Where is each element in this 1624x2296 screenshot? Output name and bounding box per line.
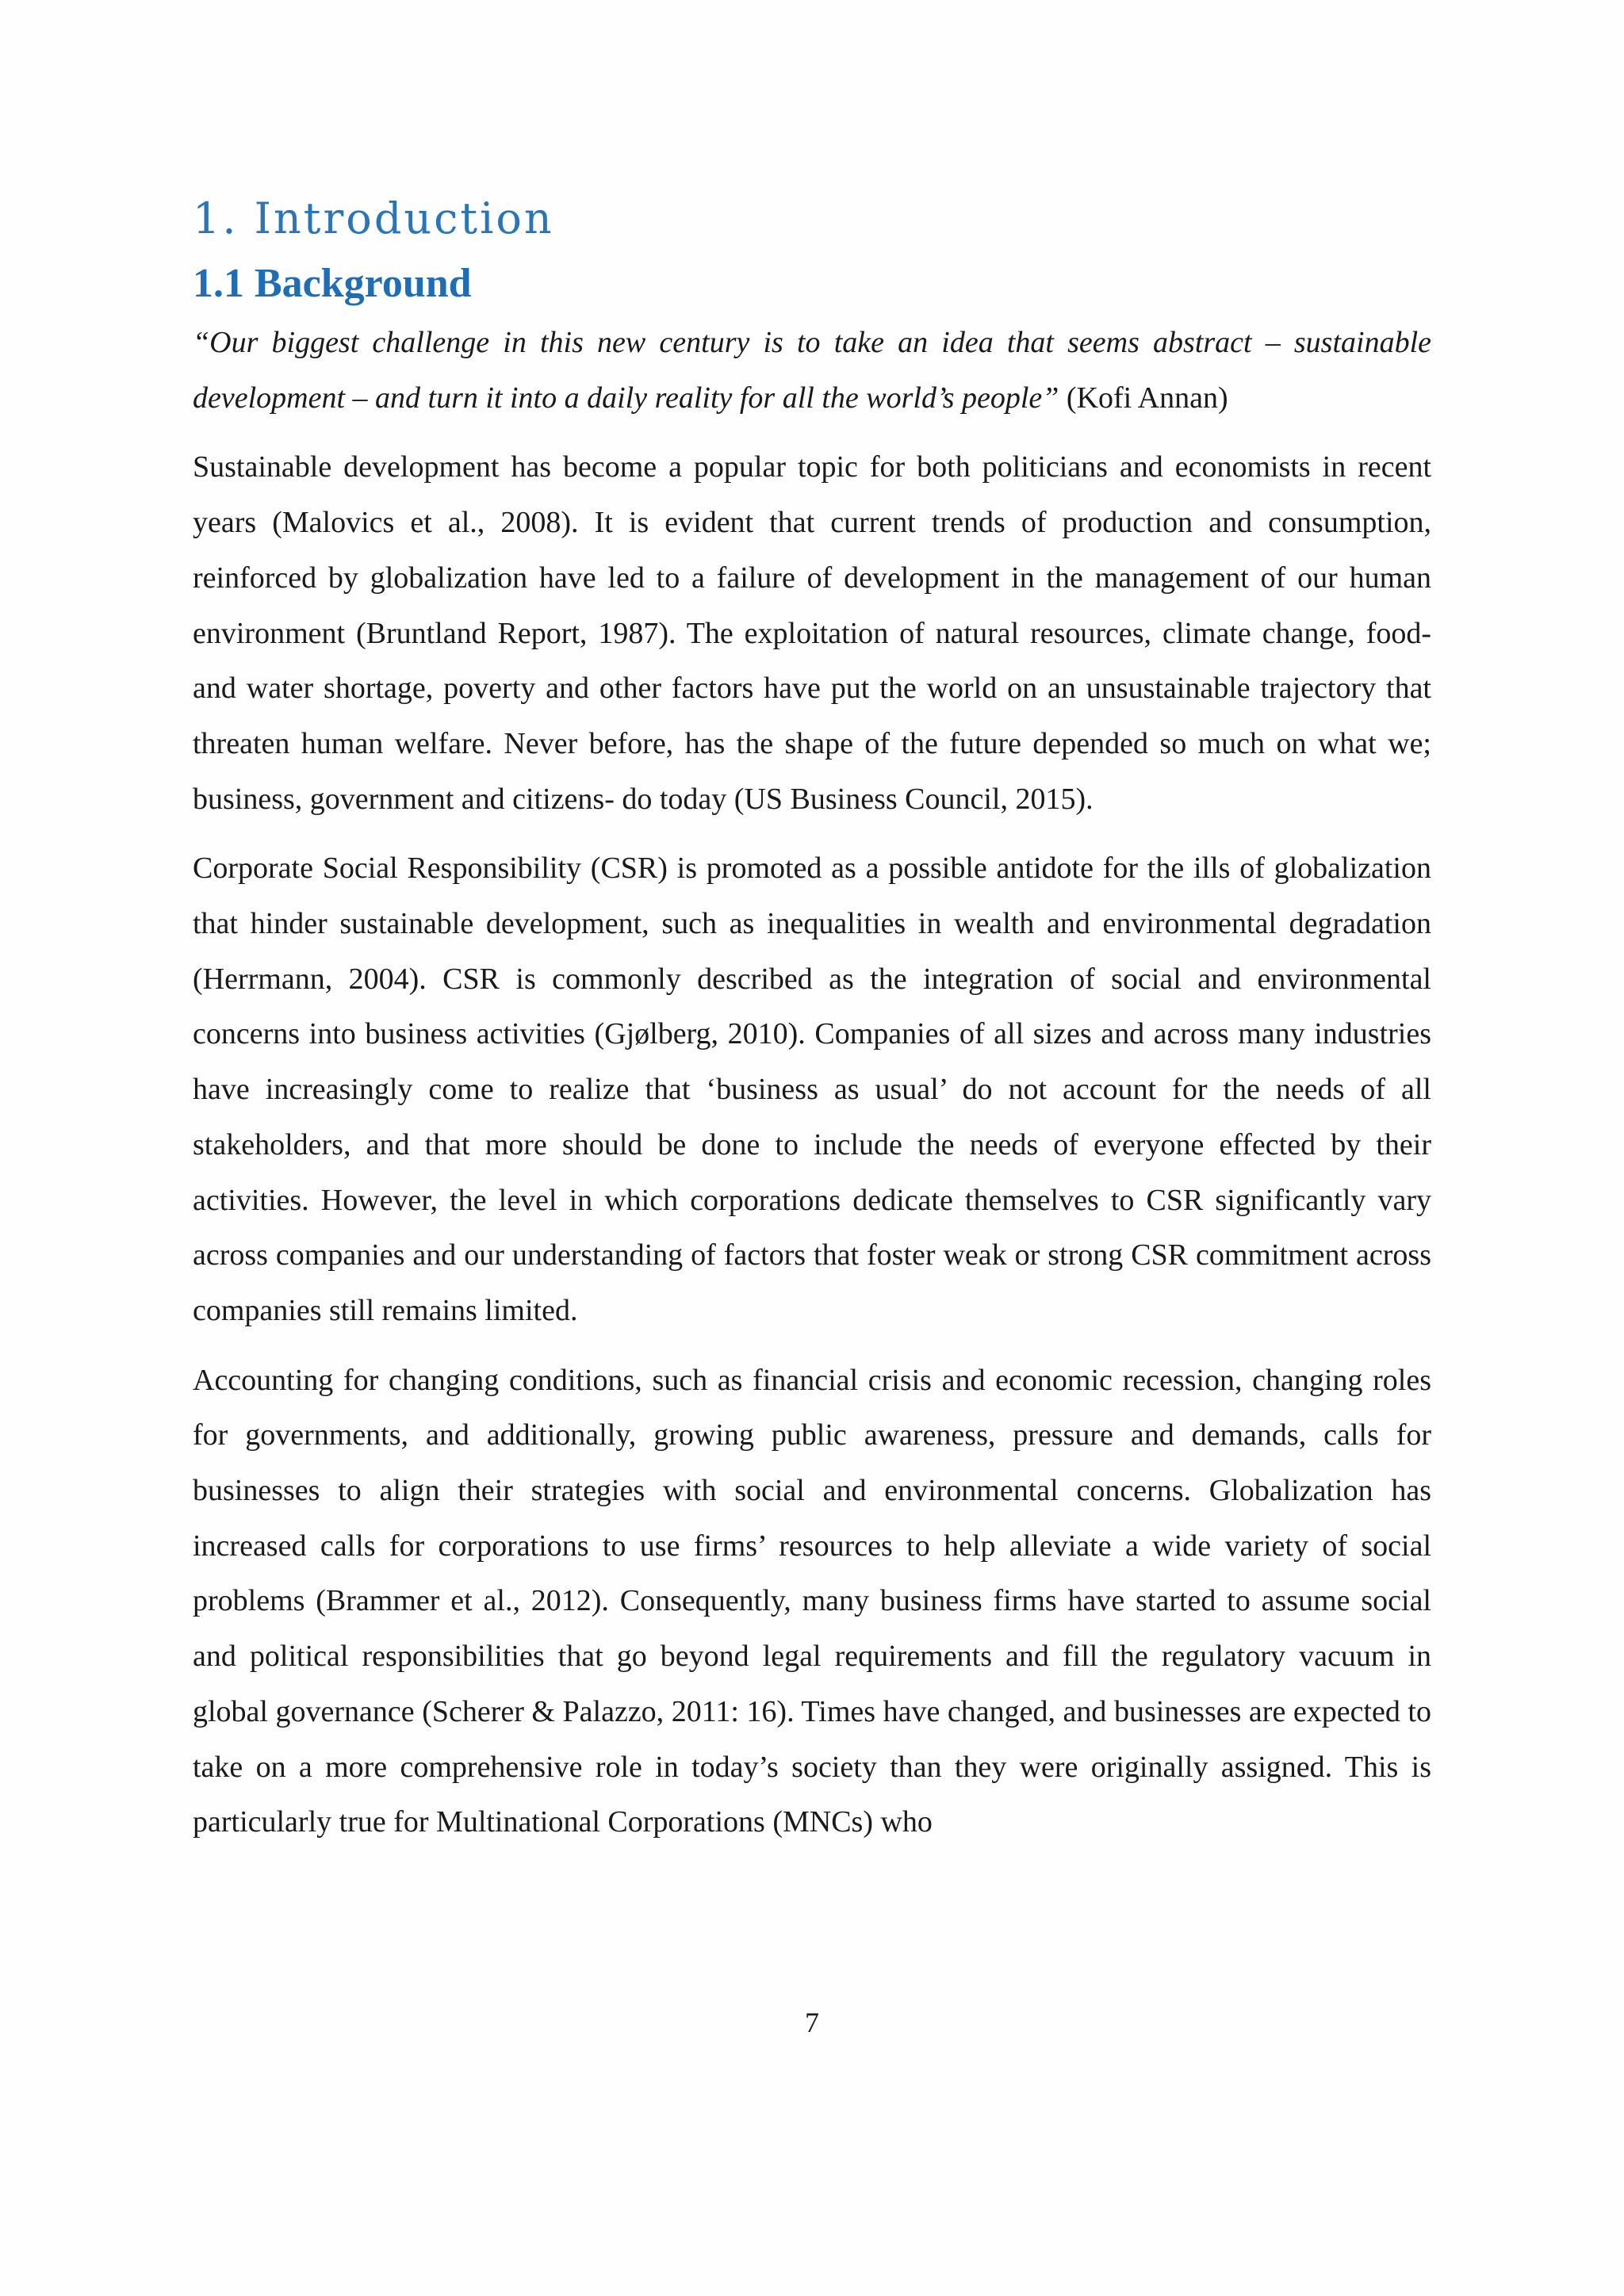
page-number: 7 — [805, 2007, 819, 2038]
paragraph-2: Corporate Social Responsibility (CSR) is promoted as a possible antidote for the ills of globalization that hinder sustainable development, such as inequalities in wealth and environmental degradation (Herrmann, 2004). CSR is commonly described as the integration of social and environmental concerns into business activities (Gjølberg, 2010). Companies of all sizes and across many industries have increasingly come to realize that ‘business as usual’ do not account for the needs of all stakeholders, and that more should be done to include the needs of everyone effected by their activities. However, the level in which corporations dedicate themselves to CSR significantly vary across companies and our understanding of factors that foster weak or strong CSR commitment across companies still remains limited. — [193, 851, 1431, 1327]
section-heading: 1.1 Background — [193, 261, 472, 306]
epigraph-quote — [193, 316, 1431, 426]
paragraph-3: Accounting for changing conditions, such as financial crisis and economic recession, changing roles for governments, and additionally, growing public awareness, pressure and demands, calls for businesses to align their strategies with social and environmental concerns. Globalization has increased calls for corporations to use firms’ resources to help alleviate a wide variety of social problems (Brammer et al., 2012). Consequently, many business firms have started to assume social and political responsibilities that go beyond legal requirements and fill the regulatory vacuum in global governance (Scherer & Palazzo, 2011: 16). Times have changed, and businesses are expected to take on a more comprehensive role in today’s society than they were originally assigned. This is particularly true for Multinational Corporations (MNCs) who — [193, 1363, 1431, 1839]
quote-text: “Our biggest challenge in this new century is to take an idea that seems abstract – sustainable development – and turn it into a daily reality for all the world’s people” — [193, 326, 1431, 415]
paragraph-1: Sustainable development has become a popular topic for both politicians and economists in recent years (Malovics et al., 2008). It is evident that current trends of production and consumption, reinforced by globalization have led to a failure of development in the management of our human environment (Bruntland Report, 1987). The exploitation of natural resources, climate change, food- and water shortage, poverty and other factors have put the world on an unsustainable trajectory that threaten human welfare. Never before, has the shape of the future depended so much on what we; business, government and citizens- do today (US Business Council, 2015). — [193, 450, 1431, 816]
quote-attribution: (Kofi Annan) — [1066, 381, 1228, 415]
page-content — [193, 187, 1431, 1850]
chapter-heading: 1. Introduction — [193, 193, 554, 243]
